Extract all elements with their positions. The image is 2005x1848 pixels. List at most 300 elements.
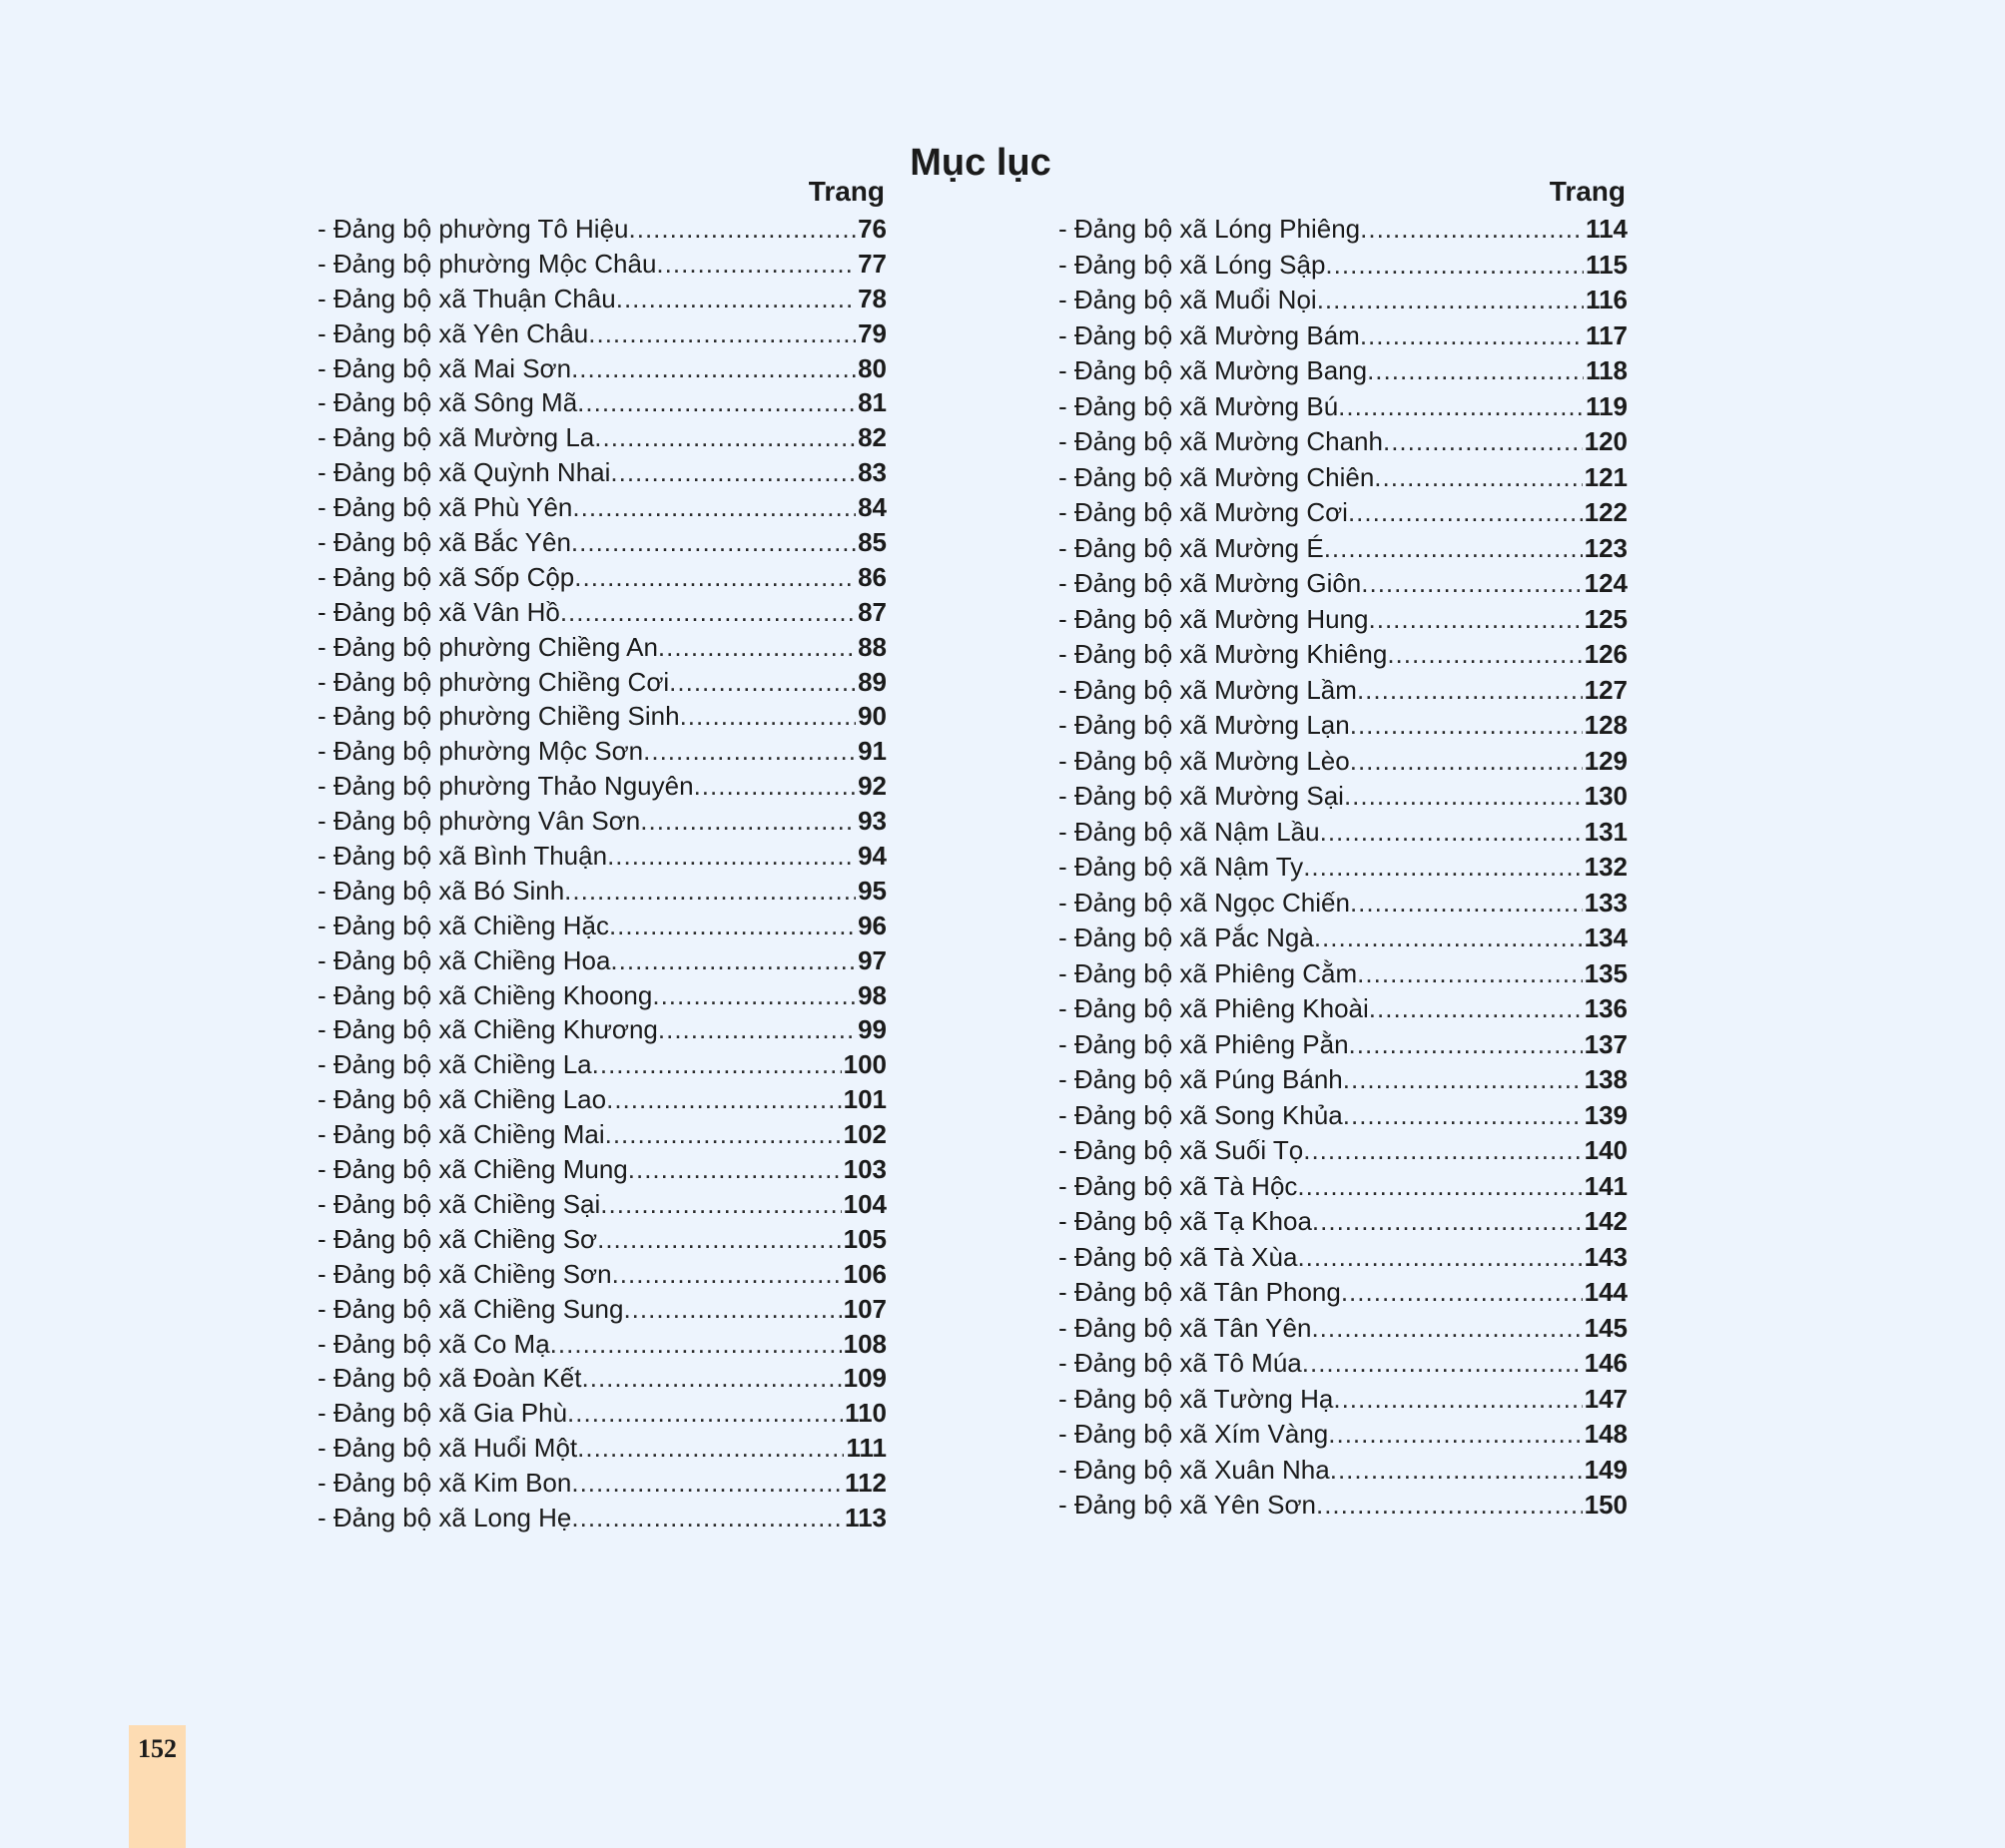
toc-entry (318, 1257, 887, 1292)
dot-leader (560, 595, 856, 630)
dot-leader (1348, 495, 1583, 530)
toc-entry-title: - Đảng bộ xã Gia Phù (318, 1398, 568, 1429)
toc-entry-title: - Đảng bộ xã Phù Yên (318, 492, 573, 523)
toc-entry-title: - Đảng bộ xã Vân Hồ (318, 596, 560, 627)
dot-leader (1360, 318, 1584, 353)
toc-entry-page: 112 (845, 1468, 887, 1499)
toc-entry (1058, 212, 1628, 248)
toc-entry (318, 839, 887, 874)
toc-entry-page: 116 (1586, 285, 1628, 314)
toc-entry-title: - Đảng bộ xã Mường Hung (1058, 603, 1369, 634)
dot-leader (612, 1257, 842, 1292)
toc-entry-page: 83 (858, 457, 887, 488)
dot-leader (564, 874, 856, 909)
dot-leader (1312, 1204, 1583, 1239)
toc-entry-title: - Đảng bộ xã Bắc Yên (318, 527, 571, 558)
toc-entry-title: - Đảng bộ xã Chiềng Sơn (318, 1258, 612, 1289)
toc-entry-title: - Đảng bộ phường Mộc Sơn (318, 736, 644, 767)
dot-leader (1297, 1240, 1582, 1275)
toc-entry-title: - Đảng bộ xã Mường Giôn (1058, 568, 1362, 598)
toc-entry-page: 87 (858, 596, 887, 627)
toc-entry-page: 110 (845, 1398, 887, 1429)
toc-entry (1058, 566, 1628, 602)
toc-entry (1058, 1275, 1628, 1311)
dot-leader (607, 839, 856, 874)
dot-leader (571, 1501, 843, 1536)
dot-leader (609, 909, 856, 943)
toc-entry (318, 1222, 887, 1257)
toc-entry (318, 1012, 887, 1047)
dot-leader (1341, 1275, 1583, 1310)
dot-leader (1317, 283, 1584, 317)
toc-entry-title: - Đảng bộ xã Phiêng Pằn (1058, 1028, 1349, 1059)
toc-entry-title: - Đảng bộ xã Mường É (1058, 532, 1324, 563)
toc-entry-page: 94 (858, 841, 887, 872)
toc-entry-title: - Đảng bộ phường Tô Hiệu (318, 214, 629, 244)
dot-leader (567, 1396, 843, 1431)
toc-entry-title: - Đảng bộ xã Púng Bánh (1058, 1064, 1343, 1094)
toc-entry (318, 1047, 887, 1082)
dot-leader (592, 1047, 842, 1082)
toc-entry-page: 147 (1584, 1383, 1628, 1414)
toc-entry-title: - Đảng bộ xã Chiềng Hặc (318, 910, 609, 940)
dot-leader (629, 212, 857, 247)
toc-entry-title: - Đảng bộ xã Muổi Nọi (1058, 285, 1317, 314)
toc-entry-page: 113 (845, 1502, 887, 1533)
toc-entry (318, 1466, 887, 1501)
dot-leader (606, 1082, 842, 1117)
dot-leader (1357, 673, 1583, 708)
toc-entry-title: - Đảng bộ xã Long Hẹ (318, 1502, 572, 1533)
toc-entry (1058, 1062, 1628, 1098)
toc-entry (318, 699, 887, 734)
toc-entry-title: - Đảng bộ xã Chiềng Khương (318, 1014, 658, 1045)
dot-leader (1367, 353, 1584, 388)
toc-entry-title: - Đảng bộ phường Chiềng An (318, 631, 658, 662)
toc-entry-title: - Đảng bộ xã Mường Bám (1058, 319, 1360, 350)
toc-entry-page: 120 (1584, 426, 1628, 456)
toc-entry-page: 119 (1586, 390, 1628, 421)
dot-leader (571, 351, 856, 386)
toc-entry (318, 630, 887, 665)
dot-leader (658, 1012, 856, 1047)
dot-leader (1383, 424, 1583, 459)
toc-entry (318, 282, 887, 316)
toc-entry-title: - Đảng bộ xã Chiềng Sại (318, 1188, 601, 1219)
dot-leader (572, 490, 856, 525)
dot-leader (574, 560, 856, 595)
dot-leader (594, 420, 856, 455)
toc-entry (1058, 1204, 1628, 1240)
toc-entry-title: - Đảng bộ xã Phiêng Khoài (1058, 993, 1369, 1023)
toc-entry (1058, 744, 1628, 780)
dot-leader (1344, 779, 1583, 814)
toc-entry (318, 490, 887, 525)
toc-entry-title: - Đảng bộ xã Yên Châu (318, 317, 589, 348)
toc-entry-page: 90 (858, 701, 887, 732)
toc-entry-page: 148 (1584, 1419, 1628, 1449)
toc-entry (318, 316, 887, 351)
toc-entry-page: 149 (1584, 1454, 1628, 1485)
toc-entry-page: 99 (858, 1014, 887, 1045)
toc-list-right (1058, 212, 1628, 1524)
toc-entry (1058, 283, 1628, 318)
dot-leader (1333, 1382, 1582, 1417)
toc-entry-title: - Đảng bộ xã Mường Sại (1058, 781, 1344, 811)
toc-entry-page: 139 (1584, 1099, 1628, 1130)
dot-leader (1314, 921, 1583, 955)
toc-column-left (318, 172, 887, 1536)
toc-entry-page: 89 (858, 666, 887, 697)
toc-entry-title: - Đảng bộ xã Chiềng La (318, 1049, 592, 1080)
toc-entry (1058, 991, 1628, 1027)
toc-entry (1058, 1027, 1628, 1063)
toc-entry-page: 146 (1584, 1348, 1628, 1378)
toc-entry (1058, 815, 1628, 851)
toc-entry-page: 131 (1584, 816, 1628, 847)
toc-entry (1058, 1098, 1628, 1134)
toc-entry (318, 1361, 887, 1396)
toc-entry (318, 1327, 887, 1362)
toc-entry (1058, 318, 1628, 354)
toc-entry (318, 247, 887, 282)
dot-leader (1338, 389, 1584, 424)
dot-leader (1320, 815, 1583, 850)
dot-leader (610, 943, 856, 978)
dot-leader (656, 247, 856, 282)
toc-entry-page: 143 (1584, 1241, 1628, 1272)
dot-leader (1369, 991, 1583, 1026)
toc-entry (1058, 1133, 1628, 1169)
toc-entry-title: - Đảng bộ xã Nậm Ty (1058, 852, 1304, 882)
toc-entry (318, 385, 887, 420)
page-title: Mục lục (910, 142, 1051, 185)
toc-entry-page: 88 (858, 631, 887, 662)
dot-leader (643, 734, 856, 769)
toc-entry-page: 102 (843, 1119, 887, 1150)
toc-entry-page: 103 (843, 1154, 887, 1185)
toc-entry-page: 82 (858, 422, 887, 453)
toc-entry (1058, 1417, 1628, 1453)
toc-entry-title: - Đảng bộ xã Mường Lạn (1058, 710, 1350, 740)
toc-entry (318, 595, 887, 630)
toc-entry-page: 96 (858, 910, 887, 940)
toc-entry-title: - Đảng bộ xã Chiềng Mai (318, 1119, 605, 1150)
toc-entry-title: - Đảng bộ xã Chiềng Lao (318, 1084, 607, 1115)
toc-entry-title: - Đảng bộ xã Tà Xùa (1058, 1241, 1298, 1272)
toc-entry-page: 138 (1584, 1064, 1628, 1094)
toc-entry-page: 122 (1584, 497, 1628, 527)
toc-entry-page: 140 (1584, 1135, 1628, 1165)
toc-entry (318, 560, 887, 595)
dot-leader (1343, 1062, 1583, 1097)
toc-entry (1058, 637, 1628, 673)
toc-entry-title: - Đảng bộ xã Chiềng Sơ (318, 1223, 598, 1254)
toc-entry-title: - Đảng bộ xã Yên Sơn (1058, 1490, 1316, 1520)
toc-entry (1058, 248, 1628, 284)
toc-entry-title: - Đảng bộ xã Mường Chiên (1058, 461, 1375, 492)
toc-entry-title: - Đảng bộ xã Mường Bú (1058, 390, 1339, 421)
dot-leader (597, 1222, 842, 1257)
toc-entry-title: - Đảng bộ xã Mường Lầm (1058, 674, 1357, 705)
toc-entry (1058, 673, 1628, 709)
toc-entry-title: - Đảng bộ xã Nậm Lầu (1058, 816, 1320, 847)
dot-leader (1349, 1027, 1583, 1062)
page-number-tab (129, 1725, 186, 1848)
toc-entry-page: 130 (1584, 781, 1628, 811)
toc-entry-title: - Đảng bộ xã Bình Thuận (318, 841, 608, 872)
dot-leader (652, 978, 856, 1013)
toc-entry-page: 135 (1584, 957, 1628, 988)
toc-entry-title: - Đảng bộ xã Mường Khiêng (1058, 639, 1388, 669)
toc-entry-page: 95 (858, 875, 887, 906)
toc-entry-page: 129 (1584, 745, 1628, 776)
toc-entry-page: 101 (843, 1084, 887, 1115)
dot-leader (1369, 602, 1583, 637)
dot-leader (1360, 212, 1584, 247)
dot-leader (577, 1431, 844, 1466)
toc-entry-title: - Đảng bộ xã Thuận Châu (318, 283, 616, 313)
toc-entry (318, 420, 887, 455)
dot-leader (1343, 1098, 1583, 1133)
dot-leader (550, 1327, 842, 1362)
toc-entry (318, 665, 887, 700)
toc-entry (318, 943, 887, 978)
toc-entry-title: - Đảng bộ xã Suối Tọ (1058, 1135, 1304, 1165)
dot-leader (1350, 708, 1583, 743)
toc-entry-page: 128 (1584, 710, 1628, 740)
toc-entry (318, 212, 887, 247)
toc-entry (318, 1501, 887, 1536)
dot-leader (1311, 1311, 1582, 1346)
toc-entry-page: 106 (843, 1258, 887, 1289)
toc-entry (318, 525, 887, 560)
toc-entry-title: - Đảng bộ xã Tô Múa (1058, 1348, 1302, 1378)
toc-entry-page: 109 (843, 1363, 887, 1394)
toc-entry-page: 92 (858, 771, 887, 802)
toc-entry-page: 86 (858, 561, 887, 592)
toc-entry (1058, 708, 1628, 744)
dot-leader (1324, 531, 1583, 566)
dot-leader (1387, 637, 1582, 672)
toc-entry-title: - Đảng bộ xã Mường Lèo (1058, 745, 1350, 776)
toc-entry-page: 144 (1584, 1277, 1628, 1307)
toc-entry-title: - Đảng bộ xã Pắc Ngà (1058, 923, 1314, 952)
toc-entry-title: - Đảng bộ xã Phiêng Cằm (1058, 957, 1358, 988)
dot-leader (571, 525, 856, 560)
toc-entry-title: - Đảng bộ xã Lóng Sập (1058, 249, 1326, 280)
toc-entry (318, 978, 887, 1013)
toc-entry-title: - Đảng bộ xã Huổi Một (318, 1433, 578, 1464)
toc-entry-title: - Đảng bộ xã Tân Phong (1058, 1277, 1341, 1307)
toc-entry (1058, 1311, 1628, 1347)
toc-entry-page: 132 (1584, 852, 1628, 882)
toc-entry-page: 85 (858, 527, 887, 558)
dot-leader (610, 455, 856, 490)
toc-entry-title: - Đảng bộ xã Đoàn Kết (318, 1363, 582, 1394)
toc-entry (318, 804, 887, 839)
toc-entry-page: 115 (1586, 249, 1628, 280)
dot-leader (1297, 1169, 1582, 1204)
toc-entry-title: - Đảng bộ xã Co Mạ (318, 1328, 550, 1359)
dot-leader (1316, 1488, 1583, 1523)
toc-entry-page: 111 (846, 1433, 887, 1464)
toc-entry-title: - Đảng bộ xã Ngọc Chiến (1058, 887, 1350, 918)
toc-entry (1058, 1488, 1628, 1524)
toc-entry (1058, 460, 1628, 496)
toc-entry-title: - Đảng bộ xã Kim Bon (318, 1468, 572, 1499)
toc-entry-title: - Đảng bộ xã Lóng Phiêng (1058, 214, 1361, 244)
toc-entry (1058, 921, 1628, 956)
toc-entry (318, 1292, 887, 1327)
dot-leader (1374, 460, 1582, 495)
dot-leader (605, 1117, 842, 1152)
toc-entry (318, 1117, 887, 1152)
toc-entry-title: - Đảng bộ xã Quỳnh Nhai (318, 457, 611, 488)
toc-entry-title: - Đảng bộ xã Mai Sơn (318, 352, 572, 383)
toc-entry (318, 874, 887, 909)
dot-leader (588, 316, 856, 351)
toc-entry-title: - Đảng bộ xã Tạ Khoa (1058, 1206, 1312, 1236)
toc-entry (1058, 1382, 1628, 1418)
toc-entry-title: - Đảng bộ xã Xuân Nha (1058, 1454, 1330, 1485)
toc-entry (1058, 602, 1628, 638)
dot-leader (577, 385, 856, 420)
toc-entry (1058, 424, 1628, 460)
dot-leader (1303, 1133, 1582, 1168)
toc-entry (1058, 495, 1628, 531)
toc-entry-page: 104 (843, 1188, 887, 1219)
dot-leader (623, 1292, 841, 1327)
toc-entry (1058, 1453, 1628, 1489)
toc-entry-title: - Đảng bộ xã Chiềng Hoa (318, 944, 611, 975)
toc-entry (318, 1187, 887, 1222)
toc-entry (1058, 850, 1628, 886)
toc-entry-title: - Đảng bộ phường Mộc Châu (318, 248, 657, 279)
page-number: 152 (138, 1734, 177, 1763)
toc-entry (318, 769, 887, 804)
toc-entry-title: - Đảng bộ xã Tân Yên (1058, 1312, 1312, 1343)
toc-entry (318, 351, 887, 386)
toc-entry-page: 81 (858, 387, 887, 418)
toc-entry-title: - Đảng bộ xã Tà Hộc (1058, 1170, 1298, 1201)
toc-entry-page: 123 (1584, 532, 1628, 563)
dot-leader (694, 769, 857, 804)
dot-leader (571, 1466, 843, 1501)
dot-leader (582, 1361, 842, 1396)
dot-leader (1328, 1417, 1582, 1452)
toc-entry-title: - Đảng bộ xã Mường Chanh (1058, 426, 1383, 456)
dot-leader (1303, 850, 1582, 885)
toc-entry-title: - Đảng bộ xã Mường Cơi (1058, 497, 1348, 527)
toc-entry-page: 133 (1584, 887, 1628, 918)
toc-entry-page: 124 (1584, 568, 1628, 598)
toc-entry (318, 455, 887, 490)
toc-entry (1058, 531, 1628, 567)
toc-entry-title: - Đảng bộ xã Xím Vàng (1058, 1419, 1329, 1449)
dot-leader (600, 1187, 841, 1222)
dot-leader (616, 282, 856, 316)
dot-leader (1302, 1346, 1583, 1381)
toc-entry (318, 1431, 887, 1466)
dot-leader (1350, 886, 1583, 921)
toc-entry-page: 136 (1584, 993, 1628, 1023)
toc-entry-title: - Đảng bộ xã Mường Bang (1058, 355, 1368, 385)
toc-entry (1058, 353, 1628, 389)
toc-entry-page: 105 (843, 1223, 887, 1254)
toc-entry-page: 91 (858, 736, 887, 767)
toc-entry-page: 97 (858, 944, 887, 975)
toc-entry-page: 142 (1584, 1206, 1628, 1236)
toc-entry-page: 150 (1584, 1490, 1628, 1520)
dot-leader (1350, 744, 1583, 779)
toc-entry-page: 117 (1586, 319, 1628, 350)
toc-entry (1058, 779, 1628, 815)
toc-column-right (1058, 172, 1628, 1524)
toc-entry-page: 125 (1584, 603, 1628, 634)
toc-entry-page: 141 (1584, 1170, 1628, 1201)
toc-entry-title: - Đảng bộ xã Song Khủa (1058, 1099, 1343, 1130)
toc-entry-page: 108 (843, 1328, 887, 1359)
toc-entry (1058, 1169, 1628, 1205)
dot-leader (669, 665, 856, 700)
toc-entry-title: - Đảng bộ xã Mường La (318, 422, 595, 453)
toc-entry-page: 100 (843, 1049, 887, 1080)
toc-entry-page: 118 (1586, 355, 1628, 385)
toc-entry-title: - Đảng bộ phường Chiềng Cơi (318, 666, 670, 697)
dot-leader (1325, 248, 1584, 283)
toc-entry (318, 734, 887, 769)
page-column-header: Trang (1549, 176, 1626, 207)
toc-entry-page: 80 (858, 352, 887, 383)
dot-leader (628, 1152, 842, 1187)
dot-leader (658, 630, 856, 665)
page-column-header: Trang (808, 176, 885, 207)
toc-entry (318, 1396, 887, 1431)
toc-entry-title: - Đảng bộ phường Thảo Nguyên (318, 771, 694, 802)
toc-entry (318, 1082, 887, 1117)
dot-leader (680, 699, 857, 734)
toc-entry (318, 1152, 887, 1187)
toc-entry-title: - Đảng bộ xã Chiềng Khoong (318, 979, 653, 1010)
toc-entry (1058, 956, 1628, 992)
toc-entry-page: 98 (858, 979, 887, 1010)
toc-entry-page: 114 (1586, 214, 1628, 244)
toc-entry (1058, 1346, 1628, 1382)
toc-entry-title: - Đảng bộ phường Vân Sơn (318, 806, 641, 837)
toc-entry-page: 126 (1584, 639, 1628, 669)
toc-entry (1058, 886, 1628, 922)
toc-entry-title: - Đảng bộ xã Bó Sinh (318, 875, 565, 906)
toc-entry-page: 145 (1584, 1312, 1628, 1343)
dot-leader (1357, 956, 1582, 991)
toc-entry-title: - Đảng bộ xã Sốp Cộp (318, 561, 575, 592)
toc-entry-page: 107 (843, 1293, 887, 1324)
toc-list-left (318, 212, 887, 1536)
toc-entry (318, 909, 887, 943)
dot-leader (1361, 566, 1582, 601)
toc-entry-title: - Đảng bộ xã Chiềng Mung (318, 1154, 628, 1185)
toc-entry-page: 79 (858, 317, 887, 348)
toc-entry-page: 84 (858, 492, 887, 523)
toc-entry-title: - Đảng bộ xã Sông Mã (318, 387, 578, 418)
toc-entry-title: - Đảng bộ xã Chiềng Sung (318, 1293, 624, 1324)
dot-leader (640, 804, 856, 839)
toc-entry-title: - Đảng bộ xã Tường Hạ (1058, 1383, 1334, 1414)
toc-entry-page: 121 (1584, 461, 1628, 492)
toc-entry-page: 77 (858, 248, 887, 279)
toc-entry-page: 93 (858, 806, 887, 837)
